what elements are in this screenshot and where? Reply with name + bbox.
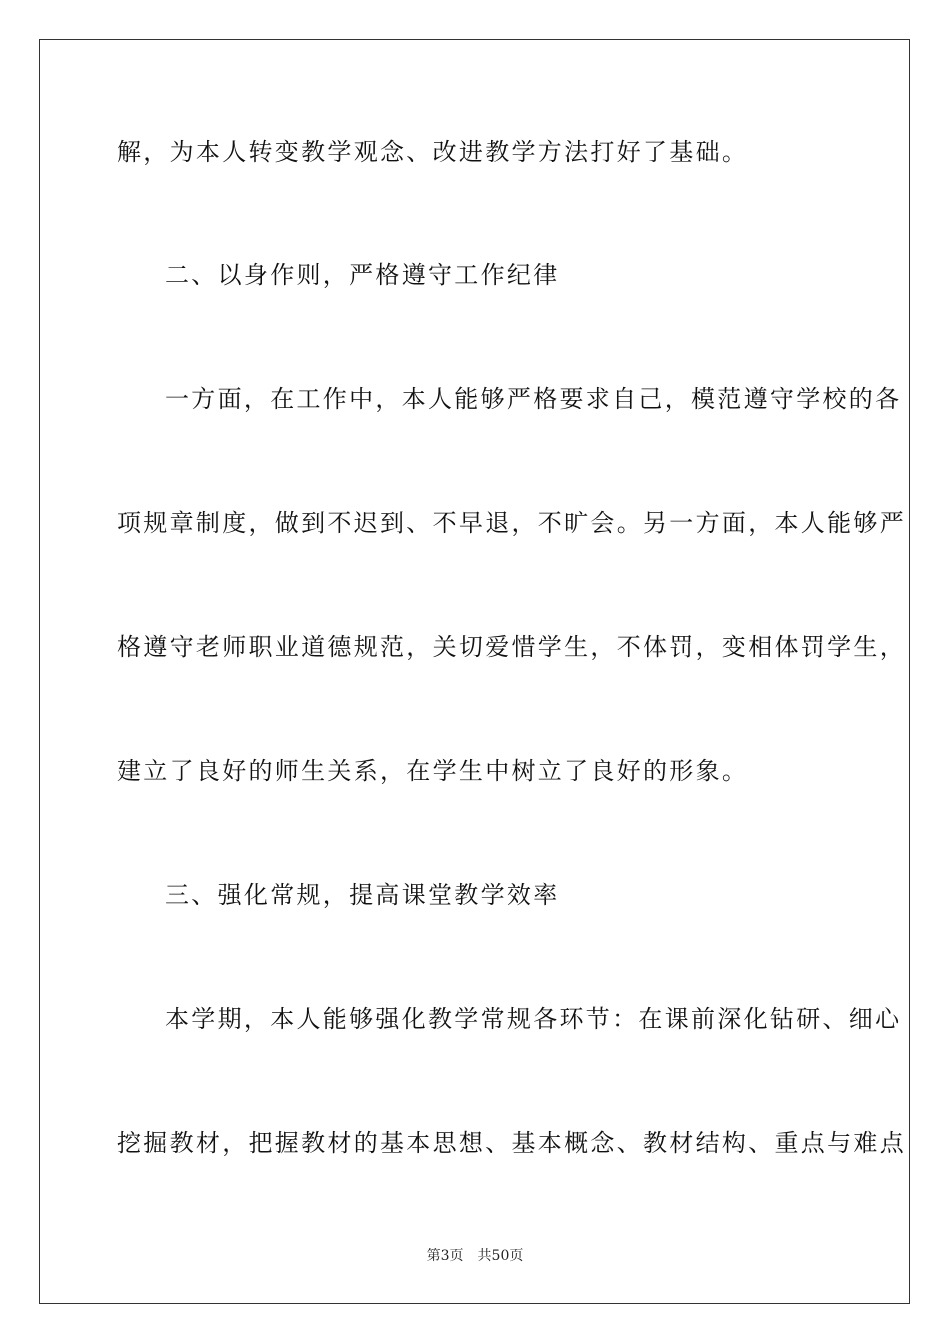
body-line-4: 项规章制度，做到不迟到、不早退，不旷会。另一方面，本人能够严 xyxy=(117,509,906,537)
body-line-9: 挖掘教材，把握教材的基本思想、基本概念、教材结构、重点与难点 xyxy=(117,1129,906,1157)
body-line-3: 一方面，在工作中，本人能够严格要求自己，模范遵守学校的各 xyxy=(165,385,902,413)
body-line-5: 格遵守老师职业道德规范，关切爱惜学生，不体罚，变相体罚学生， xyxy=(117,633,906,661)
section-heading-3: 三、强化常规，提高课堂教学效率 xyxy=(165,881,560,909)
body-line-8: 本学期，本人能够强化教学常规各环节：在课前深化钻研、细心 xyxy=(165,1005,902,1033)
page-number: 第3页 xyxy=(426,1248,464,1264)
section-heading-2: 二、以身作则，严格遵守工作纪律 xyxy=(165,261,560,289)
page-total: 共50页 xyxy=(477,1248,524,1264)
body-line-1: 解，为本人转变教学观念、改进教学方法打好了基础。 xyxy=(117,138,749,166)
page-footer xyxy=(0,1247,950,1265)
body-line-6: 建立了良好的师生关系，在学生中树立了良好的形象。 xyxy=(117,757,749,785)
page-border xyxy=(39,39,910,1304)
